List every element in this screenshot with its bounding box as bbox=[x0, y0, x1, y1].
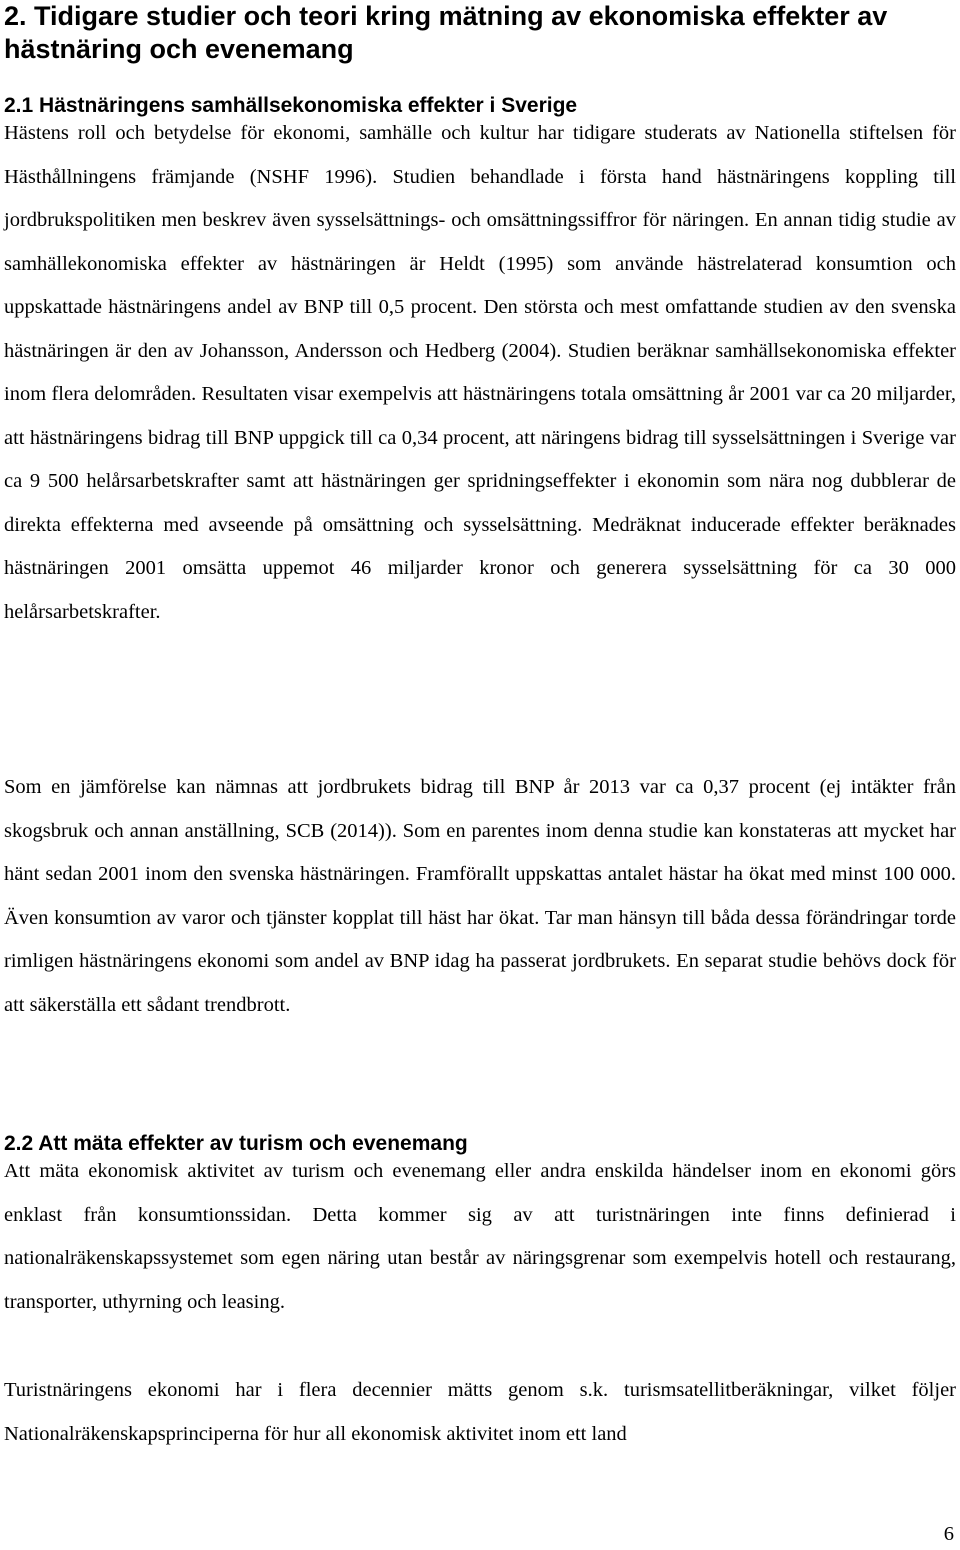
section-heading: 2.2 Att mäta effekter av turism och evenemang bbox=[4, 1132, 468, 1155]
body-paragraph: Turistnäringens ekonomi har i flera decennier mätts genom s.k. turismsatellitberäkningar, vilket följer Nationalräkenskapsprinciperna för hur all ekonomisk aktivitet inom ett land bbox=[4, 1379, 956, 1445]
section-heading: 2.1 Hästnäringens samhällsekonomiska effekter i Sverige bbox=[4, 94, 578, 117]
body-paragraph: Hästens roll och betydelse för ekonomi, samhälle och kultur har tidigare studerats av Nationella stiftelsen för Hästhållningens främjande (NSHF 1996). Studien behandlade i första hand hästnäringens koppling till jordbrukspolitiken men beskrev även sysselsättnings- och omsättningssiffror för näringen. En annan tidig studie av samhällekonomiska effekter av hästnäringen är Heldt (1995) som använde hästrelaterad konsumtion och uppskattade hästnäringens andel av BNP till 0,5 procent. Den största och mest omfattande studien av den svenska hästnäringen är den av Johansson, Andersson och Hedberg (2004). Studien beräknar samhällsekonomiska effekter inom flera delområden. Resultaten visar exempelvis att hästnäringens totala omsättning år 2001 var ca 20 miljarder, att hästnäringens bidrag till BNP uppgick till ca 0,34 procent, att näringens bidrag till sysselsättningen i Sverige var ca 9 500 helårsarbetskrafter samt att hästnäringen ger spridningseffekter i ekonomin som nära nog dubblerar de direkta effekterna med avseende på omsättning och sysselsättning. Medräknat inducerade effekter beräknades hästnäringen 2001 omsätta uppemot 46 miljarder kronor och generera sysselsättning för ca 30 000 helårsarbetskrafter. bbox=[4, 122, 956, 623]
section-2-2-paragraph-2 bbox=[4, 1369, 956, 1456]
section-2-1-paragraph-1 bbox=[4, 112, 956, 634]
section-2-1-paragraph-2 bbox=[4, 766, 956, 1027]
body-paragraph: Som en jämförelse kan nämnas att jordbrukets bidrag till BNP år 2013 var ca 0,37 procent (ej intäkter från skogsbruk och annan anställning, SCB (2014)). Som en parentes inom denna studie kan konstateras att mycket har hänt sedan 2001 inom den svenska hästnäringen. Framförallt uppskattas antalet hästar ha ökat med minst 100 000. Även konsumtion av varor och tjänster kopplat till häst har ökat. Tar man hänsyn till båda dessa förändringar torde rimligen hästnäringens ekonomi som andel av BNP idag ha passerat jordbrukets. En separat studie behövs dock för att säkerställa ett sådant trendbrott. bbox=[4, 776, 956, 1016]
page-number: 6 bbox=[943, 1523, 954, 1545]
section-2-2-paragraph-1 bbox=[4, 1150, 956, 1324]
body-paragraph: Att mäta ekonomisk aktivitet av turism och evenemang eller andra enskilda händelser inom en ekonomi görs enklast från konsumtionssidan. Detta kommer sig av att turistnäringen inte finns definierad i nationalräkenskapssystemet som egen näring utan består av näringsgrenar som exempelvis hotell och restaurang, transporter, uthyrning och leasing. bbox=[4, 1160, 956, 1313]
chapter-title: 2. Tidigare studier och teori kring mätning av ekonomiska effekter av hästnäring och evenemang bbox=[4, 1, 888, 64]
